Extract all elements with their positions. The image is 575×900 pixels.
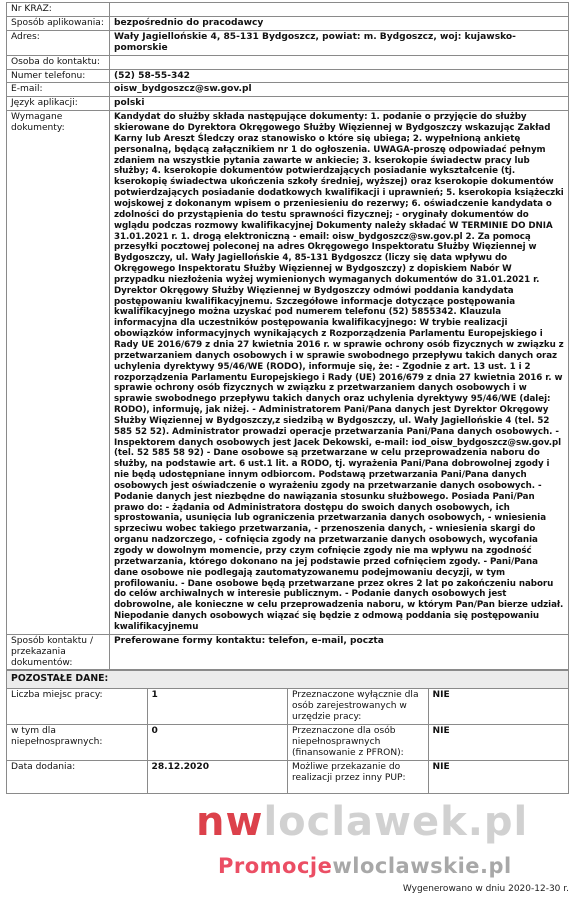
row-phone xyxy=(7,69,569,83)
required-documents-label: Wymagane dokumenty: xyxy=(7,111,110,635)
contact-method-value: Preferowane formy kontaktu: telefon, e-mail, poczta xyxy=(110,634,569,670)
watermark-accent: Promocje xyxy=(218,854,333,878)
job-count-label: Liczba miejsc pracy: xyxy=(7,689,148,725)
contact-method-label: Sposób kontaktu / przekazania dokumentów: xyxy=(7,634,110,670)
date-added-label: Data dodania: xyxy=(7,760,148,793)
other-data-row xyxy=(7,689,569,725)
email-value: oisw_bydgoszcz@sw.gov.pl xyxy=(110,83,569,97)
address-value: Wały Jagiellońskie 4, 85-131 Bydgoszcz, powiat: m. Bydgoszcz, woj: kujawsko-pomorskie xyxy=(110,30,569,55)
contact-person-value xyxy=(110,55,569,69)
job-count-value: 1 xyxy=(147,689,288,725)
other-data-table xyxy=(6,670,569,793)
row-contact-method xyxy=(7,634,569,670)
application-method-label: Sposób aplikowania: xyxy=(7,16,110,30)
row-kraz xyxy=(7,3,569,17)
phone-value: (52) 58-55-342 xyxy=(110,69,569,83)
watermark-accent: nw xyxy=(196,799,264,845)
required-documents-value: Kandydat do służby składa następujące dokumenty: 1. podanie o przyjęcie do służby skierowane do Dyrektora Okręgowego Służby Więziennej w Bydgoszczy wskazując Zakład Karny lub Areszt Śledczy oraz stanowisko o które się ubiega; 2. wypełnioną ankietę personalną, będącą załącznikiem nr 1 do ogłoszenia. UWAGA-proszę odpowiadać pełnym zdaniem na wszystkie pytania zawarte w ankiecie; 3. kserokopie świadectw pracy lub służby; 4. kserokopie dokumentów potwierdzających posiadanie wykształcenie (tj. kserokopię świadectwa ukończenia szkoły średniej, wyższej) oraz kserokopie dokumentów potwierdzających posiadanie dodatkowych kwalifikacji i uprawnień; 5. kserokopia książeczki wojskowej z dokonanym wpisem o przeniesieniu do rezerwy; 6. oświadczenie kandydata o zdolności do przystąpienia do testu sprawności fizycznej; - oryginały dokumentów do wglądu podczas rozmowy kwalifikacyjnej Dokumenty należy składać W TERMINIE DO DNIA 31.01.2021 r. 1. drogą elektroniczną - email: oisw_bydgoszcz@sw.gov.pl 2. Za pomocą przesyłki pocztowej poleconej na adres Okręgowego Inspektoratu Służby Więziennej w Bydgoszczy, ul. Wały Jagiellońskie 4, 85-131 Bydgoszcz (liczy się data wpływu do Okręgowego Inspektoratu Służby Więziennej w Bydgoszczy) z dopiskiem Nabór W przypadku niezłożenia wyżej wymienionych wymaganych dokumentów do 31.01.2021 r. Dyrektor Okręgowy Służby Więziennej w Bydgoszczy odmówi poddania kandydata postępowaniu kwalifikacyjnemu. Szczegółowe informacje dotyczące postępowania kwalifikacyjnego można uzyskać pod numerem telefonu (52) 5855342. Klauzula informacyjna dla uczestników postępowania kwalifikacyjnego: W trybie realizacji obowiązków informacyjnych wynikających z Rozporządzenia Parlamentu Europejskiego i Rady UE 2016/679 z dnia 27 kwietnia 2016 r. w sprawie ochrony osób fizycznych w związku z przetwarzaniem danych osobowych i w sprawie swobodnego przepływu takich danych oraz uchylenia dyrektywy 95/46/WE (RODO), informuje się, że: - Zgodnie z art. 13 ust. 1 i 2 rozporządzenia Parlamentu Europejskiego i Rady (UE) 2016/679 z dnia 27 kwietnia 2016 r. w sprawie ochrony osób fizycznych w związku z przetwarzaniem danych osobowych i w sprawie swobodnego przepływu takich danych oraz uchylenia dyrektywy 95/46/WE (dalej: RODO), informuję, jak niżej. - Administratorem Pani/Pana danych jest Dyrektor Okręgowy Służby Więziennej w Bydgoszczy,z siedzibą w Bydgoszczy, ul. Wały Jagiellońskie 4 (tel. 52 585 52 52). Administrator prowadzi operacje przetwarzania Pani/Pana danych osobowych. - Inspektorem danych osobowych jest Jacek Dekowski, e-mail: iod_oisw_bydgoszcz@sw.gov.pl (tel. 52 585 58 92) - Dane osobowe są przetwarzane w celu przeprowadzenia naboru do służby, na podstawie art. 6 ust.1 lit. a RODO, tj. wyrażenia Pani/Pana dobrowolnej zgody i nie będą udostępniane innym odbiorcom. Podstawą przetwarzania Pani/Pana danych osobowych jest oświadczenie o wyrażeniu zgody na przetwarzanie danych osobowych. - Podanie danych jest niezbędne do nawiązania stosunku służbowego. Posiada Pani/Pan prawo do: - żądania od Administratora dostępu do swoich danych osobowych, ich sprostowania, usunięcia lub ograniczenia przetwarzania danych osobowych, - wniesienia sprzeciwu wobec takiego przetwarzania, - przenoszenia danych, - wniesienia skargi do organu nadzorczego, - cofnięcia zgody na przetwarzanie danych osobowych, wycofania zgody w dowolnym momencie, przy czym cofnięcie zgody nie ma wpływu na zgodność przetwarzania, którego dokonano na jej podstawie przed cofnięciem zgody. - Pani/Pana dane osobowe nie podlegają zautomatyzowanemu podejmowaniu decyzji, w tym profilowaniu. - Dane osobowe będą przetwarzane przez okres 2 lat po zakończeniu naboru do celów archiwalnych w interesie publicznym. - Podanie danych osobowych jest dobrowolne, ale konieczne w celu przeprowadzenia naboru, w którym Pan/Pan bierze udział. Niepodanie danych osobowych wiązać się będzie z odmową poddania się postępowaniu kwalifikacyjnemu xyxy=(110,111,569,635)
kraz-value xyxy=(110,3,569,17)
disabled-count-value: 0 xyxy=(147,725,288,761)
contact-person-label: Osoba do kontaktu: xyxy=(7,55,110,69)
disabled-count-label: w tym dla niepełnosprawnych: xyxy=(7,725,148,761)
registered-only-label: Przeznaczone wyłącznie dla osób zarejestrowanych w urzędzie pracy: xyxy=(288,689,429,725)
address-label: Adres: xyxy=(7,30,110,55)
registered-only-value: NIE xyxy=(428,689,569,725)
row-application-method xyxy=(7,16,569,30)
language-label: Język aplikacji: xyxy=(7,97,110,111)
kraz-label: Nr KRAZ: xyxy=(7,3,110,17)
language-value: polski xyxy=(110,97,569,111)
watermark-nwloclawek xyxy=(196,799,528,845)
watermark-rest: wloclawskie.pl xyxy=(332,854,512,878)
other-pup-label: Możliwe przekazanie do realizacji przez inny PUP: xyxy=(288,760,429,793)
row-required-documents xyxy=(7,111,569,635)
row-contact-person xyxy=(7,55,569,69)
phone-label: Numer telefonu: xyxy=(7,69,110,83)
other-pup-value: NIE xyxy=(428,760,569,793)
row-language xyxy=(7,97,569,111)
other-data-row xyxy=(7,725,569,761)
row-address xyxy=(7,30,569,55)
job-offer-document xyxy=(6,2,569,794)
other-data-section-header xyxy=(7,671,569,689)
generated-date-footer: Wygenerowano w dniu 2020-12-30 r. xyxy=(402,884,569,894)
email-label: E-mail: xyxy=(7,83,110,97)
watermark-promocje xyxy=(218,854,512,878)
offer-details-table xyxy=(6,2,569,670)
section-title: POZOSTAŁE DANE: xyxy=(7,671,569,689)
date-added-value: 28.12.2020 xyxy=(147,760,288,793)
application-method-value: bezpośrednio do pracodawcy xyxy=(110,16,569,30)
watermark-rest: loclawek.pl xyxy=(263,799,529,845)
pfron-label: Przeznaczone dla osób niepełnosprawnych (finansowanie z PFRON): xyxy=(288,725,429,761)
pfron-value: NIE xyxy=(428,725,569,761)
row-email xyxy=(7,83,569,97)
other-data-row xyxy=(7,760,569,793)
